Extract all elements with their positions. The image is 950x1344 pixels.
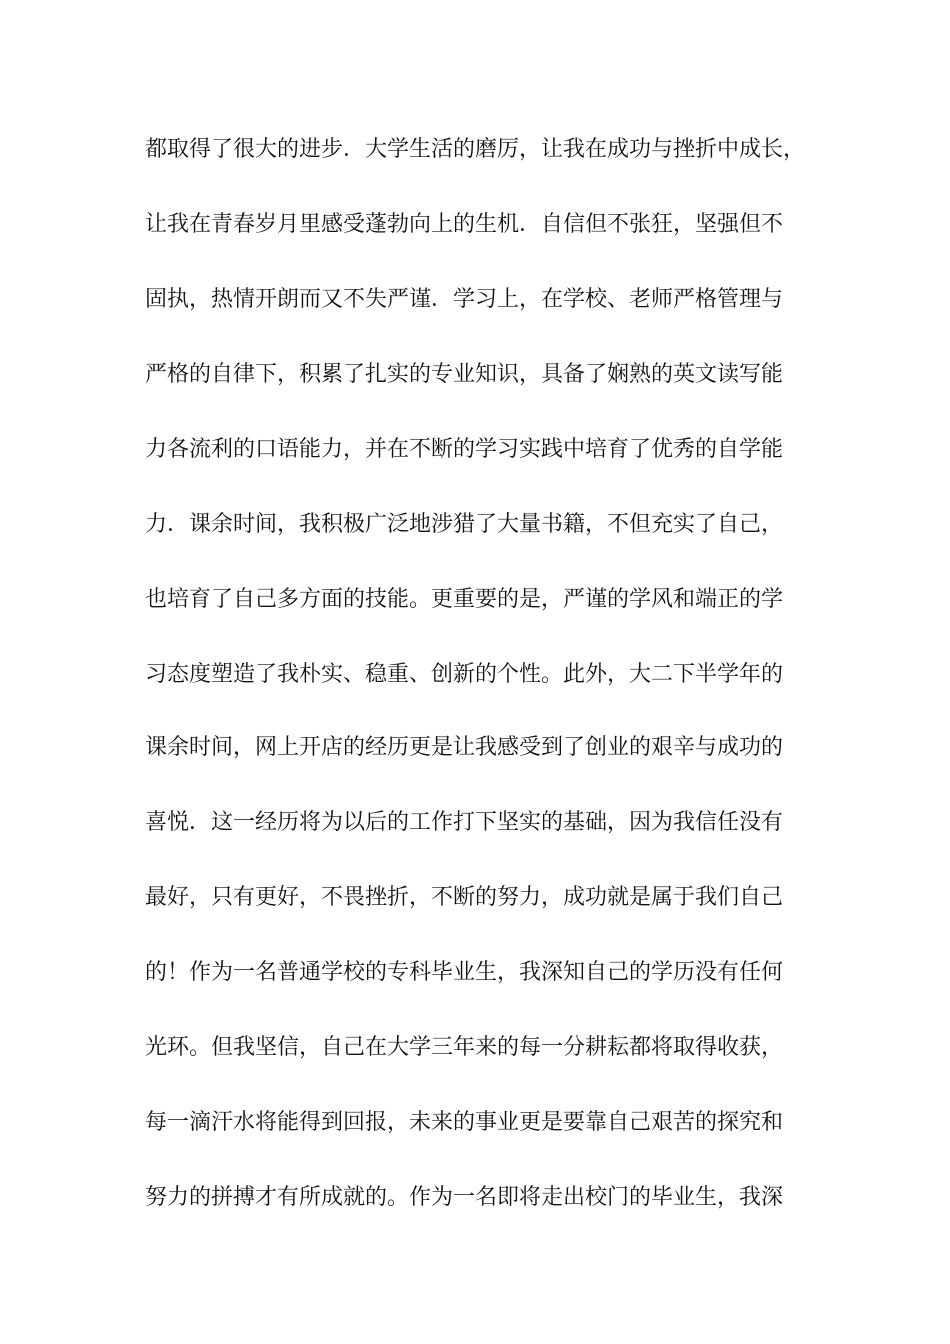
text-line: 都取得了很大的进步．大学生活的磨厉，让我在成功与挫折中成长， <box>145 137 806 162</box>
text-line: 光环。但我坚信，自己在大学三年来的每一分耕耘都将取得收获， <box>145 1035 784 1060</box>
text-line: 让我在青春岁月里感受蓬勃向上的生机．自信但不张狂，坚强但不 <box>145 212 784 237</box>
text-line: 固执，热情开朗而又不失严谨．学习上，在学校、老师严格管理与 <box>145 287 784 312</box>
text-line: 喜悦．这一经历将为以后的工作打下坚实的基础，因为我信任没有 <box>145 810 784 835</box>
text-line: 的！作为一名普通学校的专科毕业生，我深知自己的学历没有任何 <box>145 960 784 985</box>
text-line: 习态度塑造了我朴实、稳重、创新的个性。此外，大二下半学年的 <box>145 662 784 687</box>
text-line: 每一滴汗水将能得到回报，未来的事业更是要靠自己艰苦的探究和 <box>145 1110 784 1135</box>
text-line: 课余时间，网上开店的经历更是让我感受到了创业的艰辛与成功的 <box>145 735 784 760</box>
text-line: 严格的自律下，积累了扎实的专业知识，具备了娴熟的英文读写能 <box>145 362 784 387</box>
text-line: 力．课余时间，我积极广泛地涉猎了大量书籍，不但充实了自己， <box>145 512 784 537</box>
text-line: 也培育了自己多方面的技能。更重要的是，严谨的学风和端正的学 <box>145 587 784 612</box>
text-line: 最好，只有更好，不畏挫折，不断的努力，成功就是属于我们自己 <box>145 885 784 910</box>
text-line: 力各流利的口语能力，并在不断的学习实践中培育了优秀的自学能 <box>145 437 784 462</box>
text-line: 努力的拼搏才有所成就的。作为一名即将走出校门的毕业生，我深 <box>145 1185 784 1210</box>
